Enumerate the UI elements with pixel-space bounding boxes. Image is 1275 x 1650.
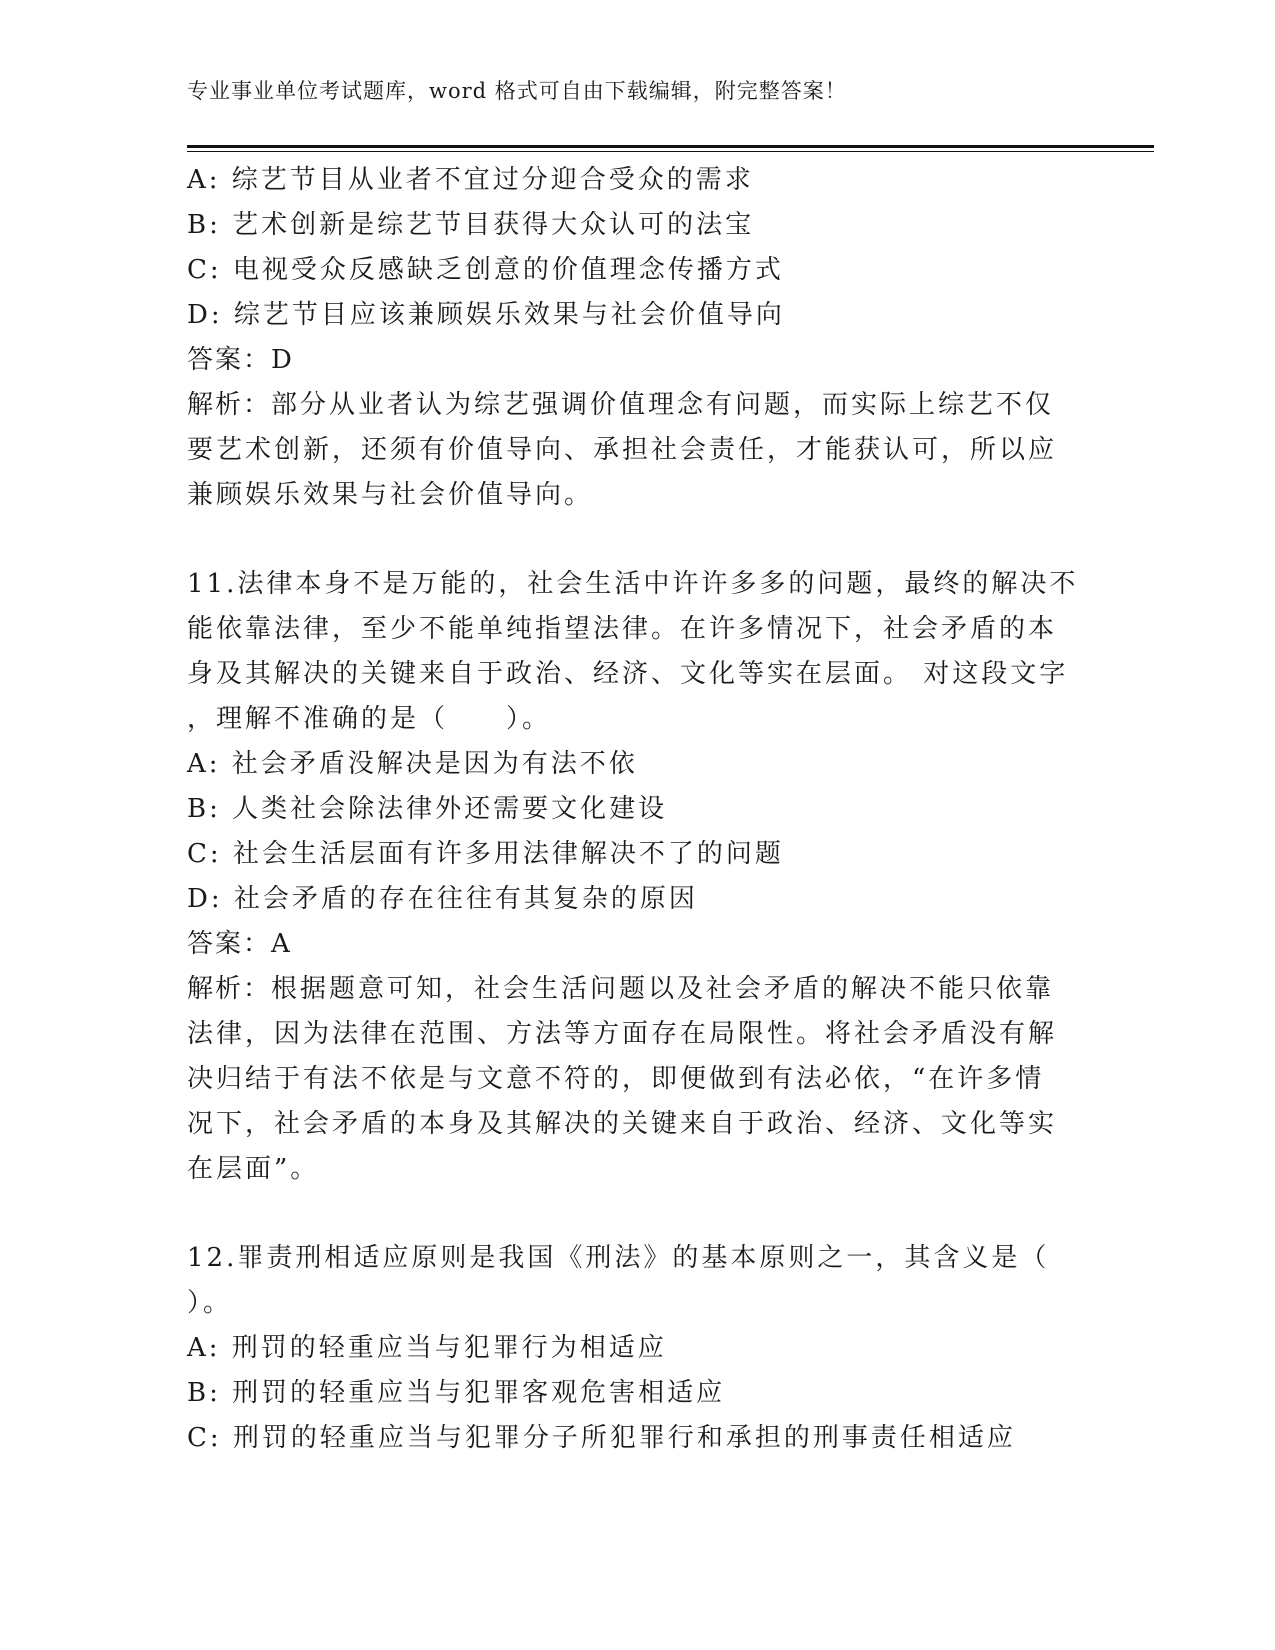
- q10-option-d: D: 综艺节目应该兼顾娱乐效果与社会价值导向: [187, 300, 785, 330]
- q11-option-c: C: 社会生活层面有许多用法律解决不了的问题: [187, 839, 784, 869]
- question-spacer: [187, 1192, 1067, 1236]
- q11-answer: [187, 922, 1067, 967]
- q11-analysis-line-1: [187, 967, 1067, 1012]
- q12-stem-line-2: ）。: [187, 1288, 233, 1318]
- answer-value: A: [271, 929, 293, 959]
- q12-option-a: A: 刑罚的轻重应当与犯罪行为相适应: [187, 1333, 667, 1363]
- q11-option-a: A: 社会矛盾没解决是因为有法不依: [187, 749, 638, 779]
- q12-option-c: C: 刑罚的轻重应当与犯罪分子所犯罪行和承担的刑事责任相适应: [187, 1423, 1016, 1453]
- analysis-label: 解析：: [187, 390, 272, 420]
- q11-analysis-line-4: 况下，社会矛盾的本身及其解决的关键来自于政治、经济、文化等实: [187, 1109, 1058, 1139]
- q11-stem-line-1: 11.法律本身不是万能的，社会生活中许许多多的问题，最终的解决不: [187, 569, 1079, 599]
- analysis-text: 部分从业者认为综艺强调价值理念有问题，而实际上综艺不仅: [271, 390, 1055, 420]
- q10-analysis-line-1: [187, 383, 1067, 428]
- q10-option-b: B: 艺术创新是综艺节目获得大众认可的法宝: [187, 210, 755, 240]
- header-divider: [187, 145, 1154, 152]
- q11-stem-line-4: ，理解不准确的是（ ）。: [187, 704, 552, 734]
- q11-option-b: B: 人类社会除法律外还需要文化建设: [187, 794, 668, 824]
- q11-stem-line-2: 能依靠法律，至少不能单纯指望法律。在许多情况下，社会矛盾的本: [187, 614, 1058, 644]
- question-spacer: [187, 518, 1067, 562]
- q10-option-c: C: 电视受众反感缺乏创意的价值理念传播方式: [187, 255, 784, 285]
- q12-stem-line-1: 12.罪责刑相适应原则是我国《刑法》的基本原则之一，其含义是（: [187, 1243, 1050, 1273]
- q11-stem-line-3: 身及其解决的关键来自于政治、经济、文化等实在层面。 对这段文字: [187, 659, 1069, 689]
- answer-value: D: [271, 345, 295, 375]
- answer-label: 答案：: [187, 929, 272, 959]
- header-note: 专业事业单位考试题库，word 格式可自由下载编辑，附完整答案！: [187, 79, 847, 103]
- q12-option-b: B: 刑罚的轻重应当与犯罪客观危害相适应: [187, 1378, 726, 1408]
- analysis-label: 解析：: [187, 974, 272, 1004]
- q10-analysis-line-2: 要艺术创新，还须有价值导向、承担社会责任，才能获认可，所以应: [187, 435, 1058, 465]
- q10-option-a: A: 综艺节目从业者不宜过分迎合受众的需求: [187, 165, 754, 195]
- answer-label: 答案：: [187, 345, 272, 375]
- analysis-text: 根据题意可知，社会生活问题以及社会矛盾的解决不能只依靠: [271, 974, 1055, 1004]
- q11-analysis-line-5: 在层面”。: [187, 1154, 320, 1184]
- q10-analysis-line-3: 兼顾娱乐效果与社会价值导向。: [187, 480, 594, 510]
- q11-analysis-line-3: 决归结于有法不依是与文意不符的，即便做到有法必依，“在许多情: [187, 1064, 1045, 1094]
- question-content: [187, 158, 1079, 1461]
- q10-answer: [187, 338, 1067, 383]
- q11-option-d: D: 社会矛盾的存在往往有其复杂的原因: [187, 884, 698, 914]
- q11-analysis-line-2: 法律，因为法律在范围、方法等方面存在局限性。将社会矛盾没有解: [187, 1019, 1058, 1049]
